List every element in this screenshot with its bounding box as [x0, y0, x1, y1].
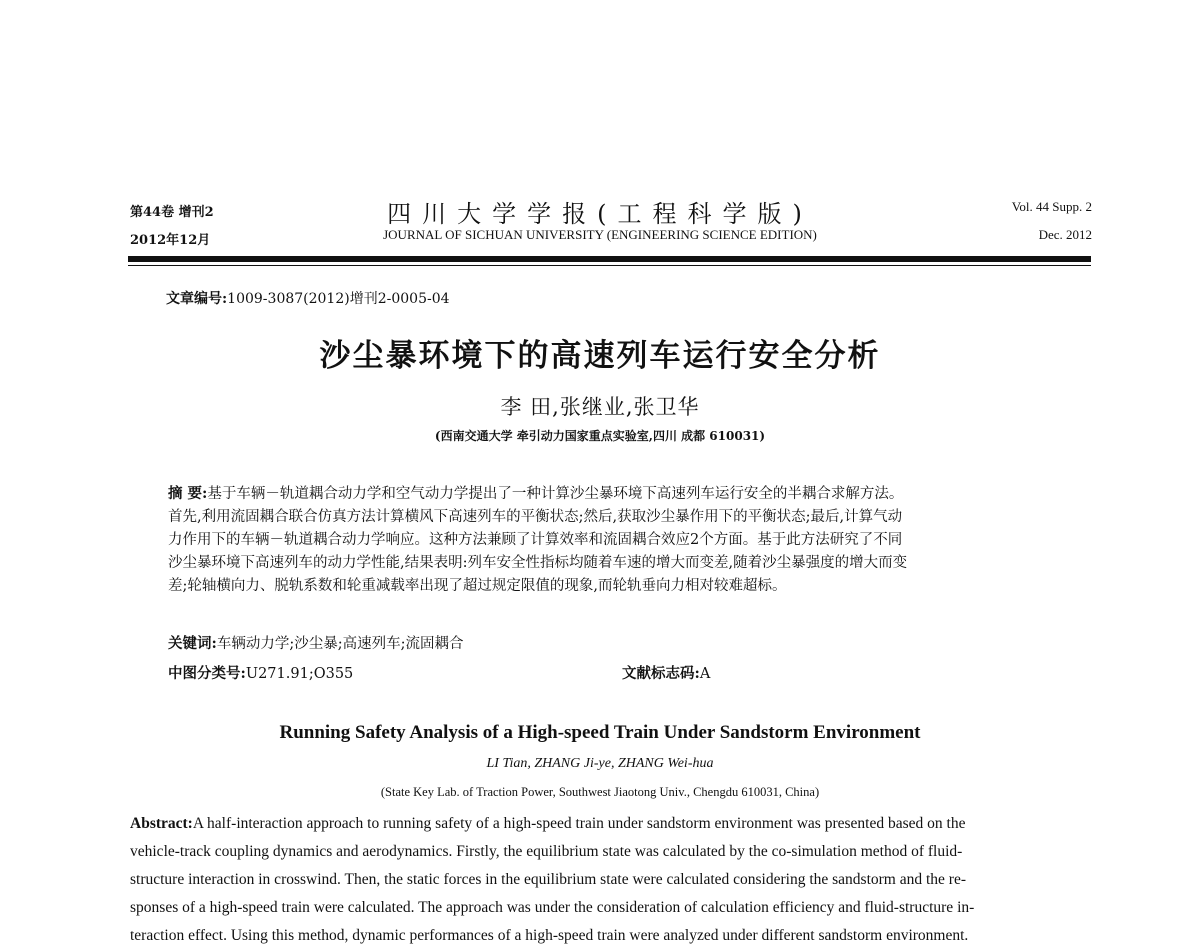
abstract-en-line: teraction effect. Using this method, dynamic performances of a high-speed train were analyzed under different sandstorm environment.: [130, 927, 969, 944]
classification-cn-value: U271.91;O355: [245, 666, 354, 682]
abstract-en: [130, 810, 1092, 950]
doc-code-cn-value: A: [699, 666, 711, 682]
abstract-cn-label: 摘 要:: [168, 485, 208, 502]
abstract-en-line: [130, 810, 1092, 838]
doc-code-cn: [622, 662, 710, 683]
abstract-cn-text: 基于车辆－轨道耦合动力学和空气动力学提出了一种计算沙尘暴环境下高速列车运行安全的半耦合求解方法。: [207, 486, 904, 502]
header-rule-thick: [128, 256, 1091, 262]
volume-issue-en: Vol. 44 Supp. 2: [1011, 199, 1092, 214]
header-rule-thin: [128, 265, 1091, 266]
affiliation-cn: (西南交通大学 牵引动力国家重点实验室,四川 成都 610031): [434, 429, 766, 443]
classification-cn-label: 中图分类号:: [168, 665, 246, 682]
article-number-value: 1009-3087(2012)增刊2-0005-04: [227, 291, 450, 307]
abstract-cn-line: 沙尘暴环境下高速列车的动力学性能,结果表明:列车安全性指标均随着车速的增大而变差,随着沙尘暴强度的增大而变: [168, 555, 908, 571]
journal-title-cn: 四川大学学报(工程科学版): [387, 200, 813, 228]
date-cn: 2012年12月: [130, 233, 211, 248]
doc-code-cn-label: 文献标志码:: [622, 665, 700, 682]
affiliation-en: (State Key Lab. of Traction Power, Southwest Jiaotong Univ., Chengdu 610031, China): [380, 785, 820, 799]
abstract-en-label: Abstract:: [130, 815, 193, 832]
classification-cn: [168, 662, 353, 683]
abstract-cn-line: 首先,利用流固耦合联合仿真方法计算横风下高速列车的平衡状态;然后,获取沙尘暴作用下的平衡状态;最后,计算气动: [168, 509, 903, 525]
abstract-en-line: vehicle-track coupling dynamics and aerodynamics. Firstly, the equilibrium state was calculated by the co-simulation method of fluid-: [130, 843, 963, 860]
authors-cn: 李 田,张继业,张卫华: [500, 395, 700, 419]
article-number: [166, 288, 450, 308]
abstract-cn: [168, 482, 1068, 598]
abstract-en-line: sponses of a high-speed train were calculated. The approach was under the consideration of calculation efficiency and fluid-structure in-: [130, 899, 975, 916]
abstract-en-text: A half-interaction approach to running safety of a high-speed train under sandstorm environment was presented based on the: [192, 815, 966, 832]
abstract-en-line: structure interaction in crosswind. Then, the static forces in the equilibrium state were calculated considering the sandstorm and the re-: [130, 871, 967, 888]
keywords-cn: [168, 632, 464, 653]
volume-issue-cn: 第44卷 增刊2: [130, 205, 214, 220]
authors-en: LI Tian, ZHANG Ji-ye, ZHANG Wei-hua: [486, 756, 714, 771]
abstract-cn-line: 力作用下的车辆－轨道耦合动力学响应。这种方法兼顾了计算效率和流固耦合效应2个方面。基于此方法研究了不同: [168, 532, 903, 548]
abstract-cn-line: 差;轮轴横向力、脱轨系数和轮重减载率出现了超过规定限值的现象,而轮轨垂向力相对较难超标。: [168, 578, 787, 594]
journal-title-en: JOURNAL OF SICHUAN UNIVERSITY (ENGINEERING SCIENCE EDITION): [383, 227, 817, 242]
paper-title-en: Running Safety Analysis of a High-speed Train Under Sandstorm Environment: [279, 722, 921, 743]
keywords-cn-value: 车辆动力学;沙尘暴;高速列车;流固耦合: [216, 636, 464, 652]
paper-title-cn: 沙尘暴环境下的高速列车运行安全分析: [319, 338, 881, 374]
keywords-cn-label: 关键词:: [168, 635, 217, 652]
article-number-label: 文章编号:: [166, 291, 228, 307]
date-en: Dec. 2012: [1038, 227, 1092, 242]
abstract-cn-line: [168, 482, 1068, 506]
